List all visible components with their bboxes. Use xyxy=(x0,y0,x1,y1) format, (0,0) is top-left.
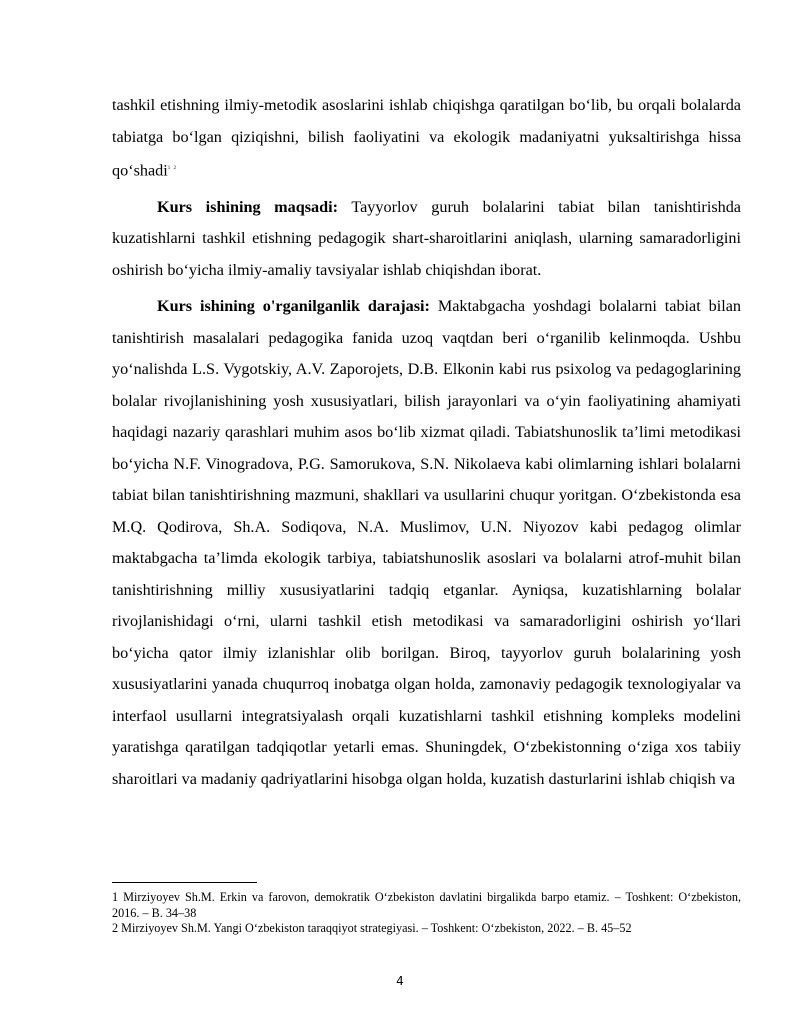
paragraph-text: Tayyorlov guruh bolalarini tabiat bilan tanishtirishda kuzatishlarni tashkil etishning pedagogik shart-sharoitlarini aniqlash, ularning samaradorligini oshirish bo‘yicha ilmiy-amaliy tavsiyalar ishlab chiqishdan iborat. xyxy=(112,197,741,279)
footnote-1: 1 Mirziyoyev Sh.M. Erkin va farovon, demokratik O‘zbekiston davlatini birgalikda barpo etamiz. – Toshkent: O‘zbekiston, 2016. – B. 34–38 xyxy=(112,890,741,920)
paragraph-study-level xyxy=(112,291,741,795)
paragraph-heading: Kurs ishining o'rganilganlik darajasi: xyxy=(157,297,430,316)
footnote-2: 2 Mirziyoyev Sh.M. Yangi O‘zbekiston taraqqiyot strategiyasi. – Toshkent: O‘zbekiston, 2022. – B. 45–52 xyxy=(112,921,632,935)
paragraph-text: Maktabgacha yoshdagi bolalarni tabiat bilan tanishtirish masalalari pedagogika fanida uzoq vaqtdan beri o‘rganilib kelinmoqda. Ushbu yo‘nalishda L.S. Vygotskiy, A.V. Zaporojets, D.B. Elkonin kabi rus psixolog va pedagoglarining bolalar rivojlanishining yosh xususiyatlari, bilish jarayonlari va o‘yin faoliyatining ahamiyati haqidagi nazariy qarashlari muhim asos bo‘lib xizmat qiladi. Tabiatshunoslik ta’limi metodikasi bo‘yicha N.F. Vinogradova, P.G. Samorukova, S.N. Nikolaeva kabi olimlarning ishlari bolalarni tabiat bilan tanishtirishning mazmuni, shakllari va usullarini chuqur yoritgan. O‘zbekistonda esa M.Q. Qodirova, Sh.A. Sodiqova, N.A. Muslimov, U.N. Niyozov kabi pedagog olimlar maktabgacha ta’limda ekologik tarbiya, tabiatshunoslik asoslari va bolalarni atrof-muhit bilan tanishtirishning milliy xususiyatlarini tadqiq etganlar. Ayniqsa, kuzatishlarning bolalar rivojlanishidagi o‘rni, ularni tashkil etish metodikasi va samaradorligini oshirish yo‘llari bo‘yicha qator ilmiy izlanishlar olib borilgan. Biroq, tayyorlov guruh bolalarining yosh xususiyatlarini yanada chuqurroq inobatga olgan holda, zamonaviy pedagogik texnologiyalar va interfaol usullarni integratsiyalash orqali kuzatishlarni tashkil etishning kompleks modelini yaratishga qaratilgan tadqiqotlar yetarli emas. Shuningdek, O‘zbekistonning o‘ziga xos tabiiy sharoitlari va madaniy qadriyatlarini hisobga olgan holda, kuzatish dasturlarini ishlab chiqish va xyxy=(112,297,741,788)
paragraph-continuation xyxy=(112,90,741,187)
footnotes xyxy=(112,890,741,937)
page-number: 4 xyxy=(396,974,404,988)
body-text xyxy=(112,90,741,795)
footnote-separator xyxy=(112,882,257,883)
paragraph-text: tashkil etishning ilmiy-metodik asoslarini ishlab chiqishga qaratilgan bo‘lib, bu orqali bolalarda tabiatga bo‘lgan qiziqishni, bilish faoliyatini va ekologik madaniyatni yuksaltirishga hissa qo‘shadi xyxy=(112,96,741,180)
paragraph-course-goal xyxy=(112,192,741,287)
paragraph-heading: Kurs ishining maqsadi: xyxy=(157,197,339,216)
footnote-references: 1 2 xyxy=(167,166,177,171)
